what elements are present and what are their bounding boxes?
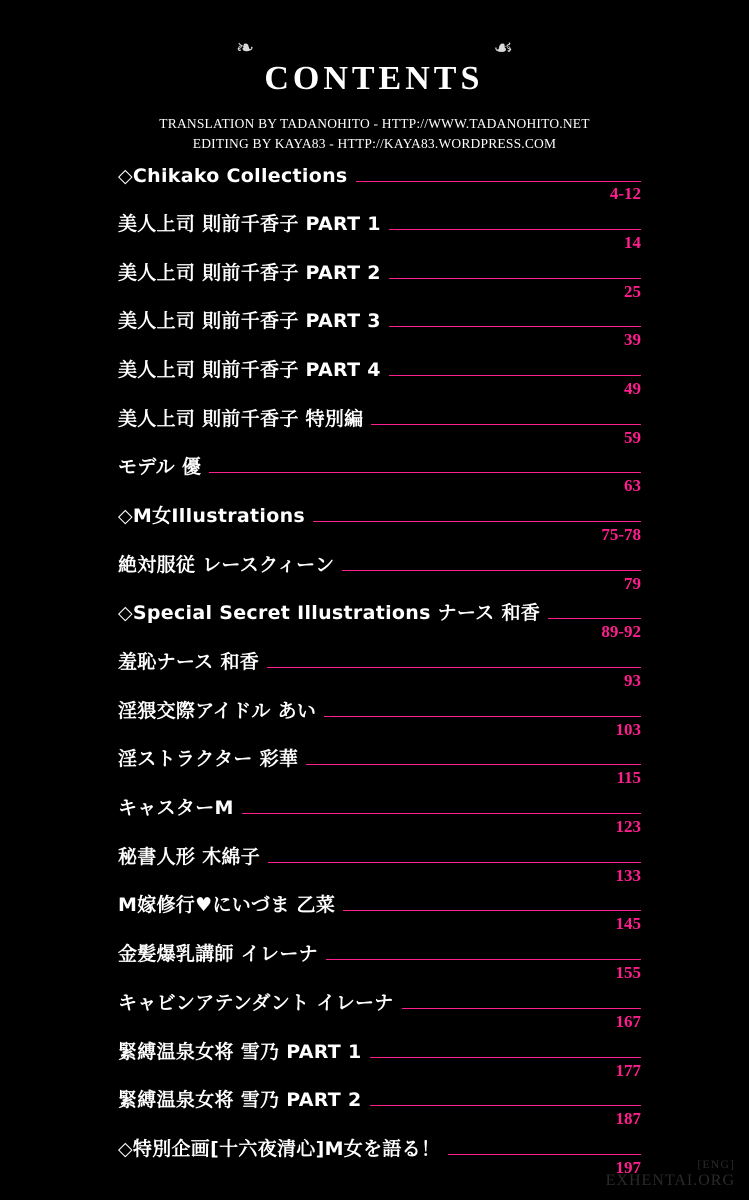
toc-entry[interactable]	[118, 890, 641, 934]
toc-entry-label: 淫猥交際アイドル あい	[118, 699, 317, 722]
toc-entry-label: 美人上司 則前千香子 PART 1	[118, 212, 381, 235]
toc-entry-label: ◇Chikako Collections	[118, 165, 348, 188]
toc-entry[interactable]	[118, 165, 641, 204]
toc-entry[interactable]	[118, 404, 641, 448]
toc-entry-page: 49	[624, 378, 641, 398]
toc-entry[interactable]	[118, 598, 641, 642]
toc-entry-page: 25	[624, 281, 641, 301]
toc-entry-page: 14	[624, 232, 641, 252]
toc-leader-rule	[370, 1105, 642, 1106]
toc-leader-rule	[326, 959, 641, 960]
toc-leader-rule	[343, 910, 641, 911]
toc-leader-rule	[356, 181, 641, 182]
toc-entry-page: 133	[615, 865, 641, 885]
toc-entry-page: 75-78	[601, 524, 641, 544]
toc-entry-page: 4-12	[609, 184, 641, 204]
toc-entry-page: 155	[615, 963, 641, 983]
toc-entry-label: キャビンアテンダント イレーナ	[118, 991, 394, 1014]
toc-entry-label: ◇特別企画[十六夜清心]M女を語る！	[118, 1137, 441, 1160]
toc-leader-rule	[209, 472, 641, 473]
page-title: CONTENTS	[264, 60, 484, 97]
toc-leader-rule	[342, 570, 641, 571]
toc-entry[interactable]	[118, 988, 641, 1032]
ornament-right-icon: ☙	[493, 35, 514, 60]
ornament-left-icon: ❧	[235, 35, 255, 60]
toc-entry-page: 123	[615, 817, 641, 837]
toc-entry-page: 187	[615, 1109, 641, 1129]
toc-entry-label: 緊縛温泉女将 雪乃 PART 2	[118, 1089, 362, 1112]
toc-entry-page: 89-92	[601, 622, 641, 642]
toc-entry[interactable]	[118, 550, 641, 594]
toc-entry-label: 絶対服従 レースクィーン	[118, 553, 335, 576]
toc-entry[interactable]	[118, 306, 641, 350]
watermark-line-1: [ENG]	[697, 1156, 735, 1171]
toc-leader-rule	[242, 813, 641, 814]
toc-entry-label: 美人上司 則前千香子 PART 4	[118, 358, 381, 381]
toc-entry-label: 羞恥ナース 和香	[118, 651, 260, 673]
toc-entry[interactable]	[118, 452, 641, 496]
toc-entry[interactable]	[118, 355, 641, 399]
toc-entry-label: M嫁修行♥にいづま 乙菜	[118, 894, 336, 917]
toc-entry-page: 93	[624, 671, 641, 690]
toc-leader-rule	[389, 278, 641, 279]
toc-entry[interactable]	[118, 1134, 641, 1178]
toc-leader-rule	[313, 521, 641, 522]
toc-entry-page: 197	[615, 1157, 641, 1177]
toc-leader-rule	[389, 326, 641, 327]
toc-entry-label: ◇M女Illustrations	[118, 504, 306, 527]
toc-entry-page: 63	[624, 476, 641, 496]
toc-leader-rule	[402, 1008, 641, 1009]
toc-entry[interactable]	[118, 1037, 641, 1081]
toc-leader-rule	[448, 1154, 641, 1155]
toc-leader-rule	[389, 229, 641, 230]
toc-entry[interactable]	[118, 501, 641, 545]
toc-entry[interactable]	[118, 1085, 641, 1129]
table-of-contents	[0, 165, 749, 1177]
credit-editing: EDITING BY KAYA83 - HTTP://KAYA83.WORDPRESS.COM	[192, 135, 557, 151]
toc-leader-rule	[324, 716, 641, 717]
toc-leader-rule	[370, 1057, 642, 1058]
toc-entry[interactable]	[118, 842, 641, 886]
watermark-line-2: EXHENTAI.ORG	[605, 1171, 735, 1189]
toc-entry[interactable]	[118, 647, 641, 691]
page-title-row	[0, 0, 749, 96]
toc-entry-page: 167	[615, 1011, 641, 1031]
toc-leader-rule	[371, 424, 641, 425]
toc-leader-rule	[306, 764, 641, 765]
toc-entry-label: 金髪爆乳講師 イレーナ	[118, 943, 318, 966]
toc-entry-page: 79	[624, 573, 641, 593]
toc-entry[interactable]	[118, 696, 641, 740]
toc-entry[interactable]	[118, 258, 641, 302]
toc-entry-label: 淫ストラクター 彩華	[118, 748, 299, 771]
toc-entry-page: 145	[615, 914, 641, 934]
toc-leader-rule	[267, 667, 641, 668]
toc-leader-rule	[389, 375, 641, 376]
toc-entry-label: モデル 優	[118, 456, 202, 479]
toc-entry[interactable]	[118, 939, 641, 983]
toc-entry-page: 103	[615, 719, 641, 739]
toc-leader-rule	[268, 862, 641, 863]
toc-entry-page: 115	[616, 768, 641, 788]
toc-entry-label: 緊縛温泉女将 雪乃 PART 1	[118, 1040, 362, 1063]
toc-entry[interactable]	[118, 209, 641, 253]
toc-entry-page: 59	[624, 427, 641, 447]
toc-entry-page: 39	[624, 330, 641, 350]
toc-entry-label: 美人上司 則前千香子 特別編	[118, 407, 364, 430]
toc-entry-page: 177	[615, 1060, 641, 1080]
toc-entry-label: キャスターM	[118, 797, 234, 820]
toc-entry-label: 美人上司 則前千香子 PART 3	[118, 310, 381, 333]
toc-leader-rule	[548, 618, 641, 619]
watermark	[606, 1158, 735, 1190]
toc-entry[interactable]	[118, 744, 641, 788]
toc-entry-label: ◇Special Secret Illustrations ナース 和香	[118, 602, 541, 625]
credits-block	[0, 114, 749, 153]
toc-entry-label: 秘書人形 木綿子	[118, 845, 261, 868]
credit-translation: TRANSLATION BY TADANOHITO - HTTP://WWW.TADANOHITO.NET	[159, 116, 590, 131]
toc-entry[interactable]	[118, 793, 641, 837]
toc-entry-label: 美人上司 則前千香子 PART 2	[118, 261, 381, 284]
